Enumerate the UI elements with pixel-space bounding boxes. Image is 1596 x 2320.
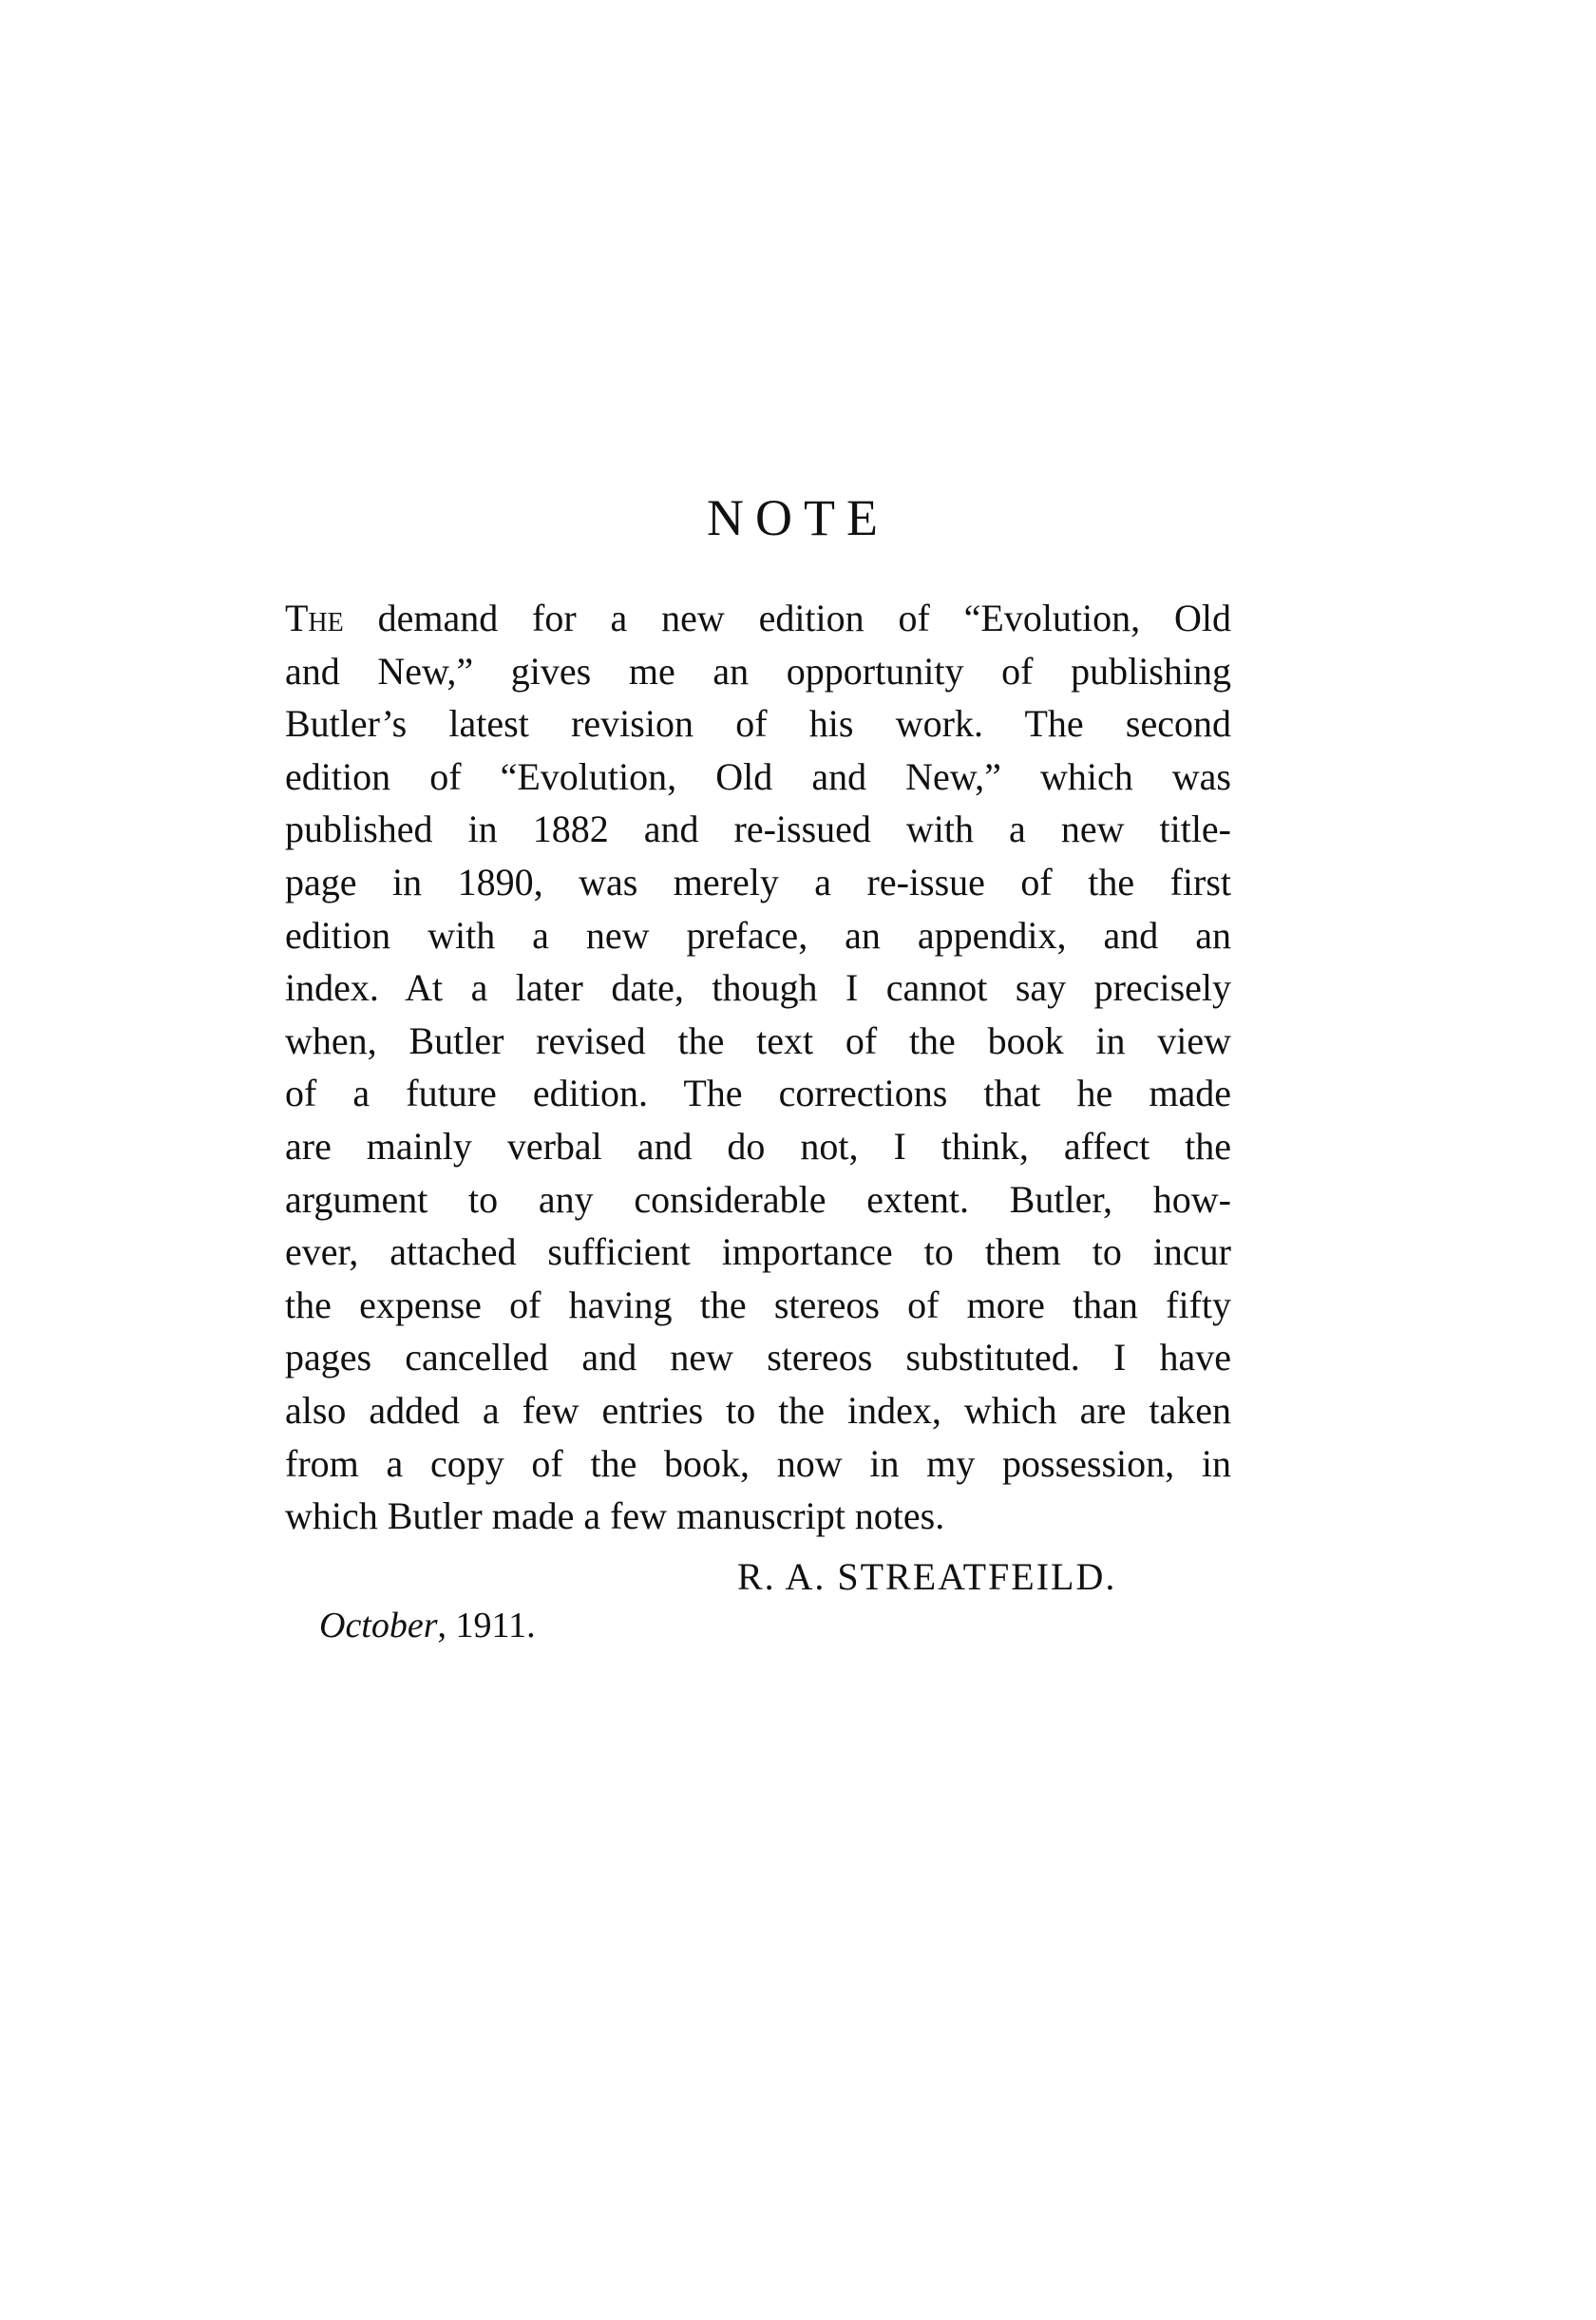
body-line: edition of “Evolution, Old and New,” which was bbox=[285, 754, 1231, 798]
body-line: Butler’s latest revision of his work. The second bbox=[285, 702, 1231, 746]
body-line: argument to any considerable extent. Butler, how- bbox=[285, 1177, 1231, 1221]
body-line: pages cancelled and new stereos substituted. I have bbox=[285, 1336, 1231, 1379]
page-title: NOTE bbox=[707, 489, 889, 546]
body-line: when, Butler revised the text of the book in view bbox=[285, 1018, 1231, 1062]
body-line: from a copy of the book, now in my possession, in bbox=[285, 1441, 1231, 1485]
first-word: The bbox=[285, 597, 344, 639]
body-line: of a future edition. The corrections that he made bbox=[285, 1072, 1231, 1115]
body-line bbox=[285, 592, 1231, 645]
body-line: page in 1890, was merely a re-issue of the first bbox=[285, 860, 1231, 903]
dateline-month: October bbox=[319, 1606, 438, 1645]
body-line: and New,” gives me an opportunity of publishing bbox=[285, 649, 1231, 693]
body-line: are mainly verbal and do not, I think, affect the bbox=[285, 1124, 1231, 1168]
body-line: which Butler made a few manuscript notes. bbox=[285, 1494, 945, 1538]
body-line: index. At a later date, though I cannot say precisely bbox=[285, 966, 1231, 1010]
body-line: published in 1882 and re-issued with a new title- bbox=[285, 808, 1231, 851]
body-line: the expense of having the stereos of more than fifty bbox=[285, 1283, 1231, 1326]
dateline-year: , 1911. bbox=[437, 1606, 536, 1645]
body-line: ever, attached sufficient importance to them to incur bbox=[285, 1230, 1231, 1274]
signature: R. A. STREATFEILD. bbox=[737, 1555, 1117, 1598]
body-line: also added a few entries to the index, which are taken bbox=[285, 1388, 1231, 1432]
body-line-text: demand for a new edition of “Evolution, Old bbox=[343, 597, 1231, 639]
body-line: edition with a new preface, an appendix, and an bbox=[285, 913, 1231, 957]
dateline bbox=[319, 1607, 536, 1644]
note-body bbox=[285, 592, 1231, 1543]
